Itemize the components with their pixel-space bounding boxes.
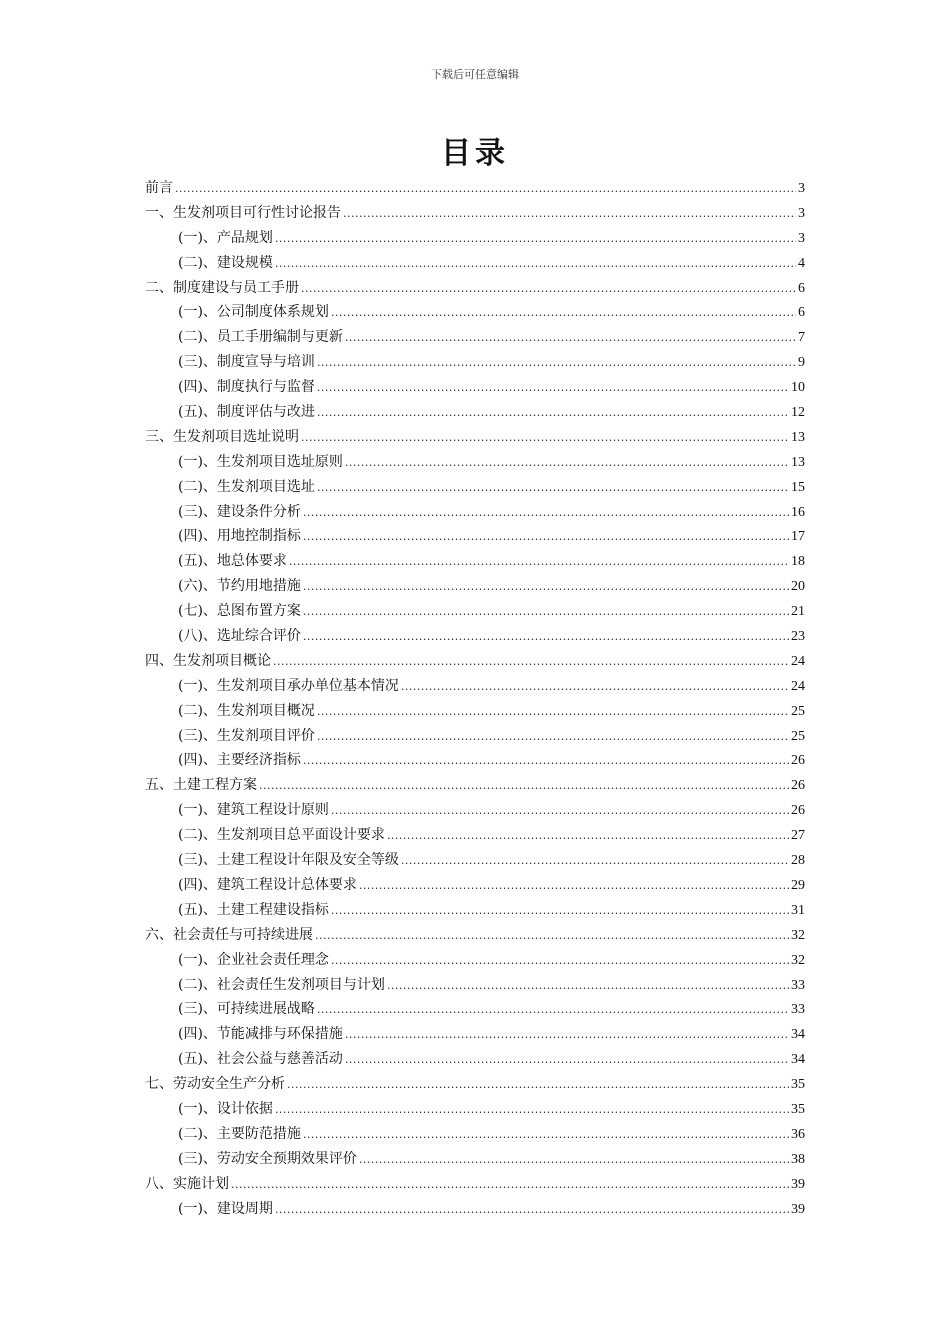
toc-subentry[interactable]	[145, 574, 805, 599]
toc-page-number: 17	[791, 529, 805, 545]
toc-subentry[interactable]	[145, 475, 805, 500]
dot-leader	[317, 699, 789, 725]
toc-entry[interactable]	[145, 1072, 805, 1097]
toc-entry-text: (一)、建筑工程设计原则	[178, 802, 329, 819]
toc-page-number: 6	[798, 305, 805, 321]
toc-page-number: 35	[791, 1077, 805, 1093]
toc-subentry[interactable]	[145, 699, 805, 724]
toc-page-number: 25	[791, 728, 805, 744]
dot-leader	[387, 823, 789, 849]
dot-leader	[303, 1122, 789, 1148]
toc-entry[interactable]	[145, 923, 805, 948]
toc-page-number: 21	[791, 604, 805, 620]
toc-subentry[interactable]	[145, 823, 805, 848]
toc-subentry[interactable]	[145, 624, 805, 649]
toc-page-number: 35	[791, 1101, 805, 1117]
toc-subentry[interactable]	[145, 226, 805, 251]
toc-page-number: 32	[791, 927, 805, 943]
dot-leader	[345, 1022, 789, 1048]
dot-leader	[303, 574, 789, 600]
dot-leader	[175, 176, 796, 202]
toc-subentry[interactable]	[145, 599, 805, 624]
toc-entry-text: (六)、节约用地措施	[178, 578, 301, 595]
dot-leader	[401, 848, 789, 874]
toc-page-number: 27	[791, 828, 805, 844]
toc-entry-text: (二)、社会责任生发剂项目与计划	[178, 976, 385, 993]
toc-entry-text: (一)、产品规划	[178, 229, 273, 246]
dot-leader	[317, 997, 789, 1023]
toc-page-number: 39	[791, 1176, 805, 1192]
toc-entry-text: (三)、制度宣导与培训	[178, 354, 315, 371]
toc-page-number: 28	[791, 853, 805, 869]
toc-page-number: 33	[791, 977, 805, 993]
toc-page-number: 24	[791, 678, 805, 694]
dot-leader	[303, 524, 789, 550]
toc-page-number: 3	[798, 230, 805, 246]
toc-page-number: 6	[798, 280, 805, 296]
toc-subentry[interactable]	[145, 674, 805, 699]
toc-entry[interactable]	[145, 1172, 805, 1197]
toc-page-number: 29	[791, 877, 805, 893]
toc-subentry[interactable]	[145, 500, 805, 525]
toc-entry-text: (七)、总图布置方案	[178, 603, 301, 620]
toc-page-number: 13	[791, 454, 805, 470]
toc-page-number: 34	[791, 1052, 805, 1068]
table-of-contents	[145, 176, 805, 1221]
dot-leader	[317, 475, 789, 501]
dot-leader	[301, 276, 796, 302]
toc-entry[interactable]	[145, 649, 805, 674]
toc-entry[interactable]	[145, 773, 805, 798]
toc-entry-text: 二、制度建设与员工手册	[145, 279, 299, 296]
dot-leader	[273, 649, 789, 675]
toc-entry-text: (一)、企业社会责任理念	[178, 951, 329, 968]
toc-subentry[interactable]	[145, 400, 805, 425]
dot-leader	[343, 201, 796, 227]
toc-subentry[interactable]	[145, 251, 805, 276]
toc-entry-text: (二)、生发剂项目概况	[178, 702, 315, 719]
toc-entry-text: 四、生发剂项目概论	[145, 652, 271, 669]
toc-page-number: 20	[791, 579, 805, 595]
dot-leader	[387, 973, 789, 999]
dot-leader	[275, 1197, 789, 1223]
dot-leader	[345, 450, 789, 476]
toc-page-number: 3	[798, 181, 805, 196]
dot-leader	[303, 500, 789, 526]
dot-leader	[317, 375, 789, 401]
toc-entry-text: (五)、社会公益与慈善活动	[178, 1051, 343, 1068]
dot-leader	[317, 724, 789, 750]
toc-entry[interactable]	[145, 276, 805, 301]
toc-entry-text: (四)、节能减排与环保措施	[178, 1026, 343, 1043]
dot-leader	[315, 923, 789, 949]
toc-subentry[interactable]	[145, 325, 805, 350]
dot-leader	[345, 325, 796, 351]
dot-leader	[331, 798, 789, 824]
toc-entry-text: (二)、生发剂项目总平面设计要求	[178, 827, 385, 844]
toc-page-number: 36	[791, 1126, 805, 1142]
toc-page-number: 25	[791, 703, 805, 719]
toc-entry-text: (五)、土建工程建设指标	[178, 901, 329, 918]
toc-subentry[interactable]	[145, 973, 805, 998]
toc-entry-text: (八)、选址综合评价	[178, 628, 301, 645]
toc-entry-text: (四)、主要经济指标	[178, 752, 301, 769]
toc-page-number: 18	[791, 554, 805, 570]
toc-entry-text: (四)、制度执行与监督	[178, 379, 315, 396]
dot-leader	[275, 1097, 789, 1123]
dot-leader	[275, 226, 796, 252]
toc-page-number: 16	[791, 504, 805, 520]
toc-page-number: 23	[791, 629, 805, 645]
toc-entry-text: (三)、劳动安全预期效果评价	[178, 1150, 357, 1167]
dot-leader	[275, 251, 796, 277]
dot-leader	[401, 674, 789, 700]
toc-entry-text: 一、生发剂项目可行性讨论报告	[145, 204, 341, 221]
toc-entry-text: 八、实施计划	[145, 1175, 229, 1192]
dot-leader	[289, 549, 789, 575]
toc-subentry[interactable]	[145, 873, 805, 898]
toc-entry-text: 七、劳动安全生产分析	[145, 1076, 285, 1093]
page-title: 目录	[441, 136, 509, 171]
toc-entry-text: (五)、地总体要求	[178, 553, 287, 570]
toc-page-number: 24	[791, 653, 805, 669]
toc-page-number: 10	[791, 380, 805, 396]
toc-entry[interactable]	[145, 425, 805, 450]
toc-entry-text: (一)、设计依据	[178, 1100, 273, 1117]
toc-entry-text: (四)、用地控制指标	[178, 528, 301, 545]
toc-entry[interactable]	[145, 201, 805, 226]
toc-entry-text: 前言	[145, 180, 173, 196]
toc-page-number: 15	[791, 479, 805, 495]
toc-page-number: 9	[798, 355, 805, 371]
toc-entry-text: (一)、生发剂项目选址原则	[178, 453, 343, 470]
toc-entry-text: (四)、建筑工程设计总体要求	[178, 876, 357, 893]
toc-subentry[interactable]	[145, 724, 805, 749]
toc-entry-text: (一)、公司制度体系规划	[178, 304, 329, 321]
toc-entry-text: (一)、生发剂项目承办单位基本情况	[178, 677, 399, 694]
toc-page-number: 31	[791, 902, 805, 918]
toc-subentry[interactable]	[145, 450, 805, 475]
toc-page-number: 13	[791, 429, 805, 445]
toc-entry-text: (五)、制度评估与改进	[178, 404, 315, 421]
toc-subentry[interactable]	[145, 350, 805, 375]
toc-page-number: 26	[791, 753, 805, 769]
dot-leader	[231, 1172, 789, 1198]
dot-leader	[287, 1072, 789, 1098]
toc-entry[interactable]	[145, 176, 805, 201]
dot-leader	[331, 948, 789, 974]
toc-page-number: 7	[798, 330, 805, 346]
toc-subentry[interactable]	[145, 524, 805, 549]
toc-subentry[interactable]	[145, 997, 805, 1022]
toc-subentry[interactable]	[145, 1022, 805, 1047]
dot-leader	[301, 425, 789, 451]
toc-entry-text: (二)、主要防范措施	[178, 1125, 301, 1142]
toc-entry-text: (一)、建设周期	[178, 1200, 273, 1217]
toc-entry-text: (三)、土建工程设计年限及安全等级	[178, 852, 399, 869]
toc-page-number: 26	[791, 778, 805, 794]
toc-entry-text: 三、生发剂项目选址说明	[145, 428, 299, 445]
toc-entry-text: (二)、生发剂项目选址	[178, 478, 315, 495]
dot-leader	[359, 873, 789, 899]
dot-leader	[303, 599, 789, 625]
page-header: 下载后可任意编辑	[431, 68, 519, 81]
toc-page-number: 33	[791, 1002, 805, 1018]
dot-leader	[331, 898, 789, 924]
toc-subentry[interactable]	[145, 1147, 805, 1172]
toc-page-number: 32	[791, 952, 805, 968]
toc-page-number: 34	[791, 1027, 805, 1043]
dot-leader	[303, 748, 789, 774]
toc-page-number: 3	[798, 205, 805, 221]
toc-subentry[interactable]	[145, 1197, 805, 1222]
toc-subentry[interactable]	[145, 898, 805, 923]
toc-entry-text: (三)、可持续进展战略	[178, 1001, 315, 1018]
toc-page-number: 38	[791, 1151, 805, 1167]
toc-entry-text: (三)、生发剂项目评价	[178, 727, 315, 744]
toc-page-number: 12	[791, 405, 805, 421]
toc-entry-text: (三)、建设条件分析	[178, 503, 301, 520]
dot-leader	[317, 350, 796, 376]
dot-leader	[259, 773, 789, 799]
toc-subentry[interactable]	[145, 798, 805, 823]
toc-subentry[interactable]	[145, 748, 805, 773]
toc-entry-text: 六、社会责任与可持续进展	[145, 926, 313, 943]
toc-page-number: 39	[791, 1201, 805, 1217]
dot-leader	[359, 1147, 789, 1173]
toc-subentry[interactable]	[145, 948, 805, 973]
toc-subentry[interactable]	[145, 1122, 805, 1147]
toc-subentry[interactable]	[145, 375, 805, 400]
toc-subentry[interactable]	[145, 1097, 805, 1122]
toc-page-number: 26	[791, 803, 805, 819]
dot-leader	[331, 300, 796, 326]
toc-entry-text: (二)、员工手册编制与更新	[178, 329, 343, 346]
toc-subentry[interactable]	[145, 549, 805, 574]
toc-subentry[interactable]	[145, 300, 805, 325]
dot-leader	[303, 624, 789, 650]
dot-leader	[345, 1047, 789, 1073]
dot-leader	[317, 400, 789, 426]
toc-entry-text: (二)、建设规模	[178, 254, 273, 271]
toc-subentry[interactable]	[145, 1047, 805, 1072]
toc-page-number: 4	[798, 255, 805, 271]
toc-subentry[interactable]	[145, 848, 805, 873]
toc-entry-text: 五、土建工程方案	[145, 777, 257, 794]
